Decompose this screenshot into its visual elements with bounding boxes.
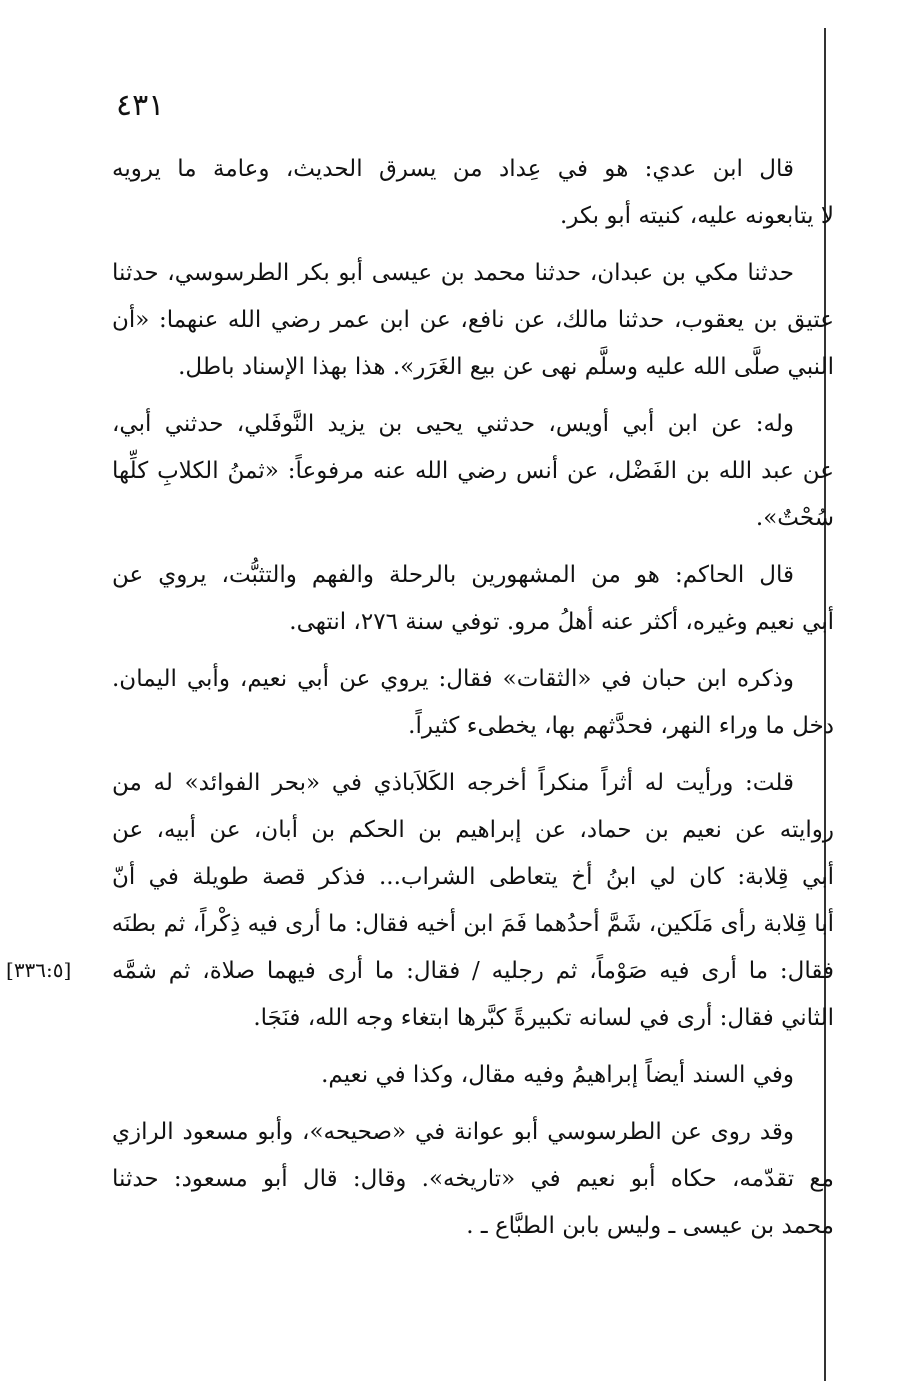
text-line: روايته عن نعيم بن حماد، عن إبراهيم بن الحكم بن أبان، عن أبيه، عن xyxy=(112,817,834,843)
text-line: عن عبد الله بن الفَضْل، عن أنس رضي الله عنه مرفوعاً: «ثمنُ الكلابِ كلِّها xyxy=(112,458,834,484)
text-line: عتيق بن يعقوب، حدثنا مالك، عن نافع، عن ابن عمر رضي الله عنهما: «أن xyxy=(112,307,834,333)
text-line: وقد روى عن الطرسوسي أبو عوانة في «صحيحه»، وأبو مسعود الرازي xyxy=(112,1119,794,1145)
text-line: فقال: ما أرى فيه صَوْماً، ثم رجليه / فقال: ما أرى فيهما صلاة، ثم شمَّه xyxy=(112,958,834,984)
text-line: قال ابن عدي: هو في عِداد من يسرق الحديث، وعامة ما يرويه xyxy=(112,156,794,182)
text-line: دخل ما وراء النهر، فحدَّثهم بها، يخطىء كثيراً. xyxy=(408,713,834,739)
text-line: أبي قِلابة: كان لي ابنُ أخ يتعاطى الشراب... فذكر قصة طويلة في أنّ xyxy=(112,864,834,890)
text-line: قلت: ورأيت له أثراً منكراً أخرجه الكَلاَباذي في «بحر الفوائد» له من xyxy=(112,770,794,796)
text-line: لا يتابعونه عليه، كنيته أبو بكر. xyxy=(559,203,834,229)
text-line: سُحْتٌ». xyxy=(755,505,834,531)
text-line: الثاني فقال: أرى في لسانه تكبيرةً كبَّرها ابتغاء وجه الله، فنَجَا. xyxy=(253,1005,834,1031)
page-number: ٤٣١ xyxy=(116,88,165,123)
text-line: أبا قِلابة رأى مَلَكين، شَمَّ أحدُهما فَمَ ابن أخيه فقال: ما أرى فيه ذِكْراً، ثم بطنَه xyxy=(112,911,834,937)
text-line: مع تقدّمه، حكاه أبو نعيم في «تاريخه». وقال: قال أبو مسعود: حدثنا xyxy=(112,1166,834,1192)
paragraph xyxy=(112,760,834,1042)
paragraph xyxy=(112,1052,834,1099)
paragraph xyxy=(112,552,834,646)
text-line: أبي نعيم وغيره، أكثر عنه أهلُ مرو. توفي سنة ٢٧٦، انتهى. xyxy=(289,609,834,635)
paragraph xyxy=(112,1109,834,1250)
paragraph xyxy=(112,146,834,240)
paragraph xyxy=(112,401,834,542)
text-line: حدثنا مكي بن عبدان، حدثنا محمد بن عيسى أبو بكر الطرسوسي، حدثنا xyxy=(112,260,794,286)
text-line: محمد بن عيسى ـ وليس بابن الطبَّاع ـ . xyxy=(466,1213,834,1239)
text-line: وفي السند أيضاً إبراهيمُ وفيه مقال، وكذا في نعيم. xyxy=(321,1062,794,1088)
side-reference: [٣٣٦:٥] xyxy=(6,958,72,982)
text-line: النبي صلَّى الله عليه وسلَّم نهى عن بيع الغَرَر». هذا بهذا الإسناد باطل. xyxy=(178,354,834,380)
paragraph xyxy=(112,250,834,391)
text-line: وذكره ابن حبان في «الثقات» فقال: يروي عن أبي نعيم، وأبي اليمان. xyxy=(112,666,794,692)
paragraph xyxy=(112,656,834,750)
text-line: وله: عن ابن أبي أويس، حدثني يحيى بن يزيد النَّوفَلي، حدثني أبي، xyxy=(112,411,794,437)
text-line: قال الحاكم: هو من المشهورين بالرحلة والفهم والتثبُّت، يروي عن xyxy=(112,562,794,588)
body-text xyxy=(112,146,834,1260)
